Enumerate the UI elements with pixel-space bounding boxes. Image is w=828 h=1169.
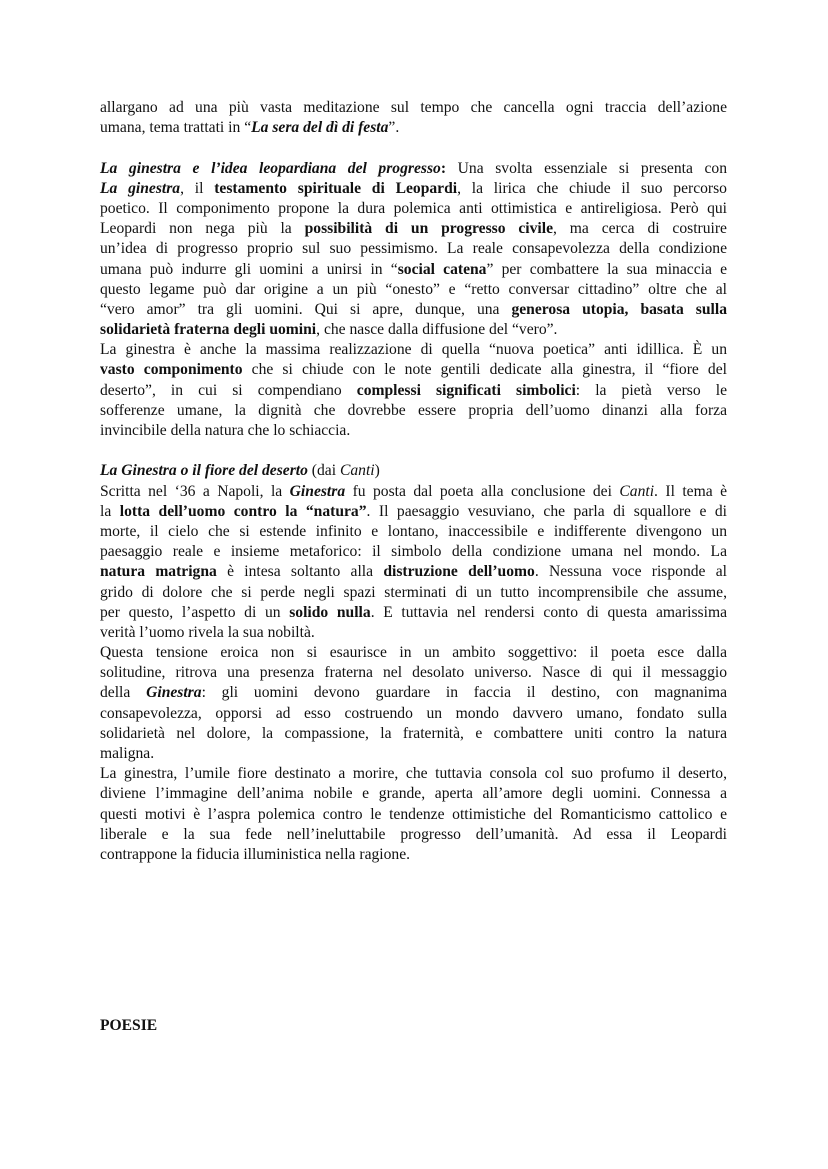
emphasis-text: Ginestra bbox=[146, 684, 202, 702]
text-run: ) bbox=[374, 462, 380, 480]
text-run: sofferenze umane, la dignità che dovrebbe essere propria dell’uomo dinanzi alla forza bbox=[100, 401, 727, 419]
section-heading-poesie: POESIE bbox=[100, 1017, 158, 1034]
blank-line bbox=[100, 138, 727, 158]
text-line bbox=[100, 300, 727, 320]
text-line bbox=[100, 179, 727, 199]
emphasis-text: La sera del dì di festa bbox=[251, 119, 389, 137]
text-run: solidarietà nel dolore, la compassione, la fraternità, e combattere uniti contro la natura bbox=[100, 724, 727, 742]
text-line bbox=[100, 159, 727, 179]
text-line bbox=[100, 280, 727, 300]
emphasis-text: La ginestra bbox=[100, 179, 181, 197]
emphasis-text: solido nulla bbox=[289, 603, 371, 621]
text-run: La ginestra è anche la massima realizzazione di quella “nuova poetica” anti idillica. È un bbox=[100, 341, 727, 359]
text-line bbox=[100, 704, 727, 724]
text-run: . Il tema è bbox=[654, 482, 727, 500]
text-run: : gli uomini devono guardare in faccia il destino, con magnanima bbox=[201, 684, 728, 702]
emphasis-text: social catena bbox=[397, 260, 487, 278]
text-run: , la lirica che chiude il suo percorso bbox=[457, 179, 727, 197]
text-run: umana può indurre gli uomini a unirsi in “ bbox=[100, 260, 398, 278]
emphasis-text: La ginestra e l’idea leopardiana del progresso bbox=[100, 159, 441, 177]
emphasis-text: Ginestra bbox=[289, 482, 346, 500]
text-line bbox=[100, 784, 727, 804]
paragraph bbox=[100, 461, 727, 481]
text-line bbox=[100, 764, 727, 784]
text-line bbox=[100, 583, 727, 603]
emphasis-text: solidarietà fraterna degli uomini bbox=[100, 321, 317, 339]
text-line bbox=[100, 421, 727, 441]
text-line bbox=[100, 562, 727, 582]
text-line bbox=[100, 260, 727, 280]
text-run: : la pietà verso le bbox=[575, 381, 727, 399]
text-run: (dai bbox=[307, 462, 340, 480]
emphasis-text: La Ginestra o il fiore del deserto bbox=[100, 462, 308, 480]
emphasis-text: complessi significati simbolici bbox=[356, 381, 576, 399]
text-run: questi motivi è l’aspra polemica contro le tendenze ottimistiche del Romanticismo cattolico e bbox=[100, 805, 727, 823]
text-run: questo legame può dar origine a un più “onesto” e “retto conversar cittadino” oltre che al bbox=[100, 280, 727, 298]
text-line bbox=[100, 340, 727, 360]
emphasis-text: Canti bbox=[339, 462, 375, 480]
paragraph bbox=[100, 643, 727, 764]
text-run: , ma cerca di costruire bbox=[553, 220, 727, 238]
text-run: , che nasce dalla diffusione del “vero”. bbox=[316, 321, 558, 339]
text-line bbox=[100, 724, 727, 744]
emphasis-text: Canti bbox=[619, 482, 655, 500]
text-line bbox=[100, 502, 727, 522]
text-run: verità l’uomo rivela la sua nobiltà. bbox=[100, 623, 315, 641]
text-run: “vero amor” tra gli uomini. Qui si apre, dunque, una bbox=[100, 300, 512, 318]
text-run: . E tuttavia nel rendersi conto di questa amarissima bbox=[370, 603, 728, 621]
text-line bbox=[100, 482, 727, 502]
paragraph bbox=[100, 482, 727, 644]
text-line bbox=[100, 805, 727, 825]
text-run: , il bbox=[180, 179, 215, 197]
text-line bbox=[100, 219, 727, 239]
text-run: Una svolta essenziale si presenta con bbox=[457, 159, 728, 177]
text-run: consapevolezza, opporsi ad esso costruendo un mondo davvero umano, fondato sulla bbox=[100, 704, 727, 722]
text-run: Questa tensione eroica non si esaurisce in un ambito soggettivo: il poeta esce dalla bbox=[100, 644, 727, 662]
text-run: ”. bbox=[388, 119, 400, 137]
text-line bbox=[100, 825, 727, 845]
text-run: . Il paesaggio vesuviano, che parla di squallore e di bbox=[366, 502, 727, 520]
paragraph bbox=[100, 159, 727, 341]
text-run: liberale e la sua fede nell’ineluttabile progresso dell’umanità. Ad essa il Leopardi bbox=[100, 825, 727, 843]
text-run: La ginestra, l’umile fiore destinato a morire, che tuttavia consola col suo profumo il deserto, bbox=[100, 765, 727, 783]
text-run: poetico. Il componimento propone la dura polemica anti ottimistica e antireligiosa. Però qui bbox=[100, 199, 727, 217]
text-line bbox=[100, 623, 727, 643]
text-line bbox=[100, 542, 727, 562]
text-line bbox=[100, 663, 727, 683]
text-line bbox=[100, 683, 727, 703]
emphasis-text: vasto componimento bbox=[100, 361, 243, 379]
text-run: Scritta nel ‘36 a Napoli, la bbox=[100, 482, 290, 500]
text-line bbox=[100, 118, 727, 138]
text-run: ” per combattere la sua minaccia e bbox=[486, 260, 727, 278]
blank-line bbox=[100, 441, 727, 461]
paragraph bbox=[100, 340, 727, 441]
text-run: morte, il cielo che si estende infinito e lontano, inaccessibile e indifferente divengono un bbox=[100, 522, 727, 540]
text-run: un’idea di progresso proprio sul suo pessimismo. La reale consapevolezza della condizione bbox=[100, 240, 727, 258]
text-run: paesaggio reale e insieme metaforico: il simbolo della condizione umana nel mondo. La bbox=[100, 543, 727, 561]
text-run: umana, tema trattati in “ bbox=[100, 119, 252, 137]
text-run: Leopardi non nega più la bbox=[100, 220, 305, 238]
text-run: è intesa soltanto alla bbox=[216, 563, 384, 581]
text-run: deserto”, in cui si compendiano bbox=[100, 381, 357, 399]
text-run: . Nessuna voce risponde al bbox=[534, 563, 727, 581]
text-run: la bbox=[100, 502, 120, 520]
document-body bbox=[100, 98, 727, 865]
emphasis-text: distruzione dell’uomo bbox=[383, 563, 535, 581]
emphasis-text: possibilità di un progresso civile bbox=[304, 220, 554, 238]
text-run: per questo, l’aspetto di un bbox=[100, 603, 290, 621]
text-run: maligna. bbox=[100, 745, 155, 762]
text-line bbox=[100, 381, 727, 401]
text-line bbox=[100, 320, 727, 340]
text-line bbox=[100, 98, 727, 118]
text-line bbox=[100, 845, 727, 865]
text-run: invincibile della natura che lo schiaccia. bbox=[100, 422, 351, 439]
text-run: grido di dolore che si perde negli spazi sterminati di un tutto incomprensibile che assume, bbox=[100, 583, 727, 601]
text-line bbox=[100, 401, 727, 421]
text-line bbox=[100, 522, 727, 542]
text-run: fu posta dal poeta alla conclusione dei bbox=[345, 482, 620, 500]
text-line bbox=[100, 643, 727, 663]
paragraph bbox=[100, 764, 727, 865]
text-line bbox=[100, 603, 727, 623]
text-line bbox=[100, 239, 727, 259]
text-line bbox=[100, 360, 727, 380]
text-run: contrappone la fiducia illuministica nella ragione. bbox=[100, 845, 411, 863]
text-line bbox=[100, 461, 727, 481]
paragraph bbox=[100, 98, 727, 138]
text-run: diviene l’immagine dell’anima nobile e grande, aperta all’amore degli uomini. Connessa a bbox=[100, 785, 727, 803]
text-run: della bbox=[100, 684, 147, 702]
emphasis-text: lotta dell’uomo contro la “natura” bbox=[119, 502, 367, 520]
emphasis-text: testamento spirituale di Leopardi bbox=[214, 179, 458, 197]
text-run: che si chiude con le note gentili dedicate alla ginestra, il “fiore del bbox=[242, 361, 727, 379]
text-run: allargano ad una più vasta meditazione sul tempo che cancella ogni traccia dell’azione bbox=[100, 99, 727, 116]
text-run: solitudine, ritrova una presenza fraterna nel desolato universo. Nasce di qui il messaggio bbox=[100, 664, 727, 682]
emphasis-text: generosa utopia, basata sulla bbox=[511, 300, 727, 318]
emphasis-text: natura matrigna bbox=[100, 563, 217, 581]
emphasis-text: : bbox=[440, 159, 458, 177]
text-line bbox=[100, 199, 727, 219]
text-line bbox=[100, 744, 727, 764]
